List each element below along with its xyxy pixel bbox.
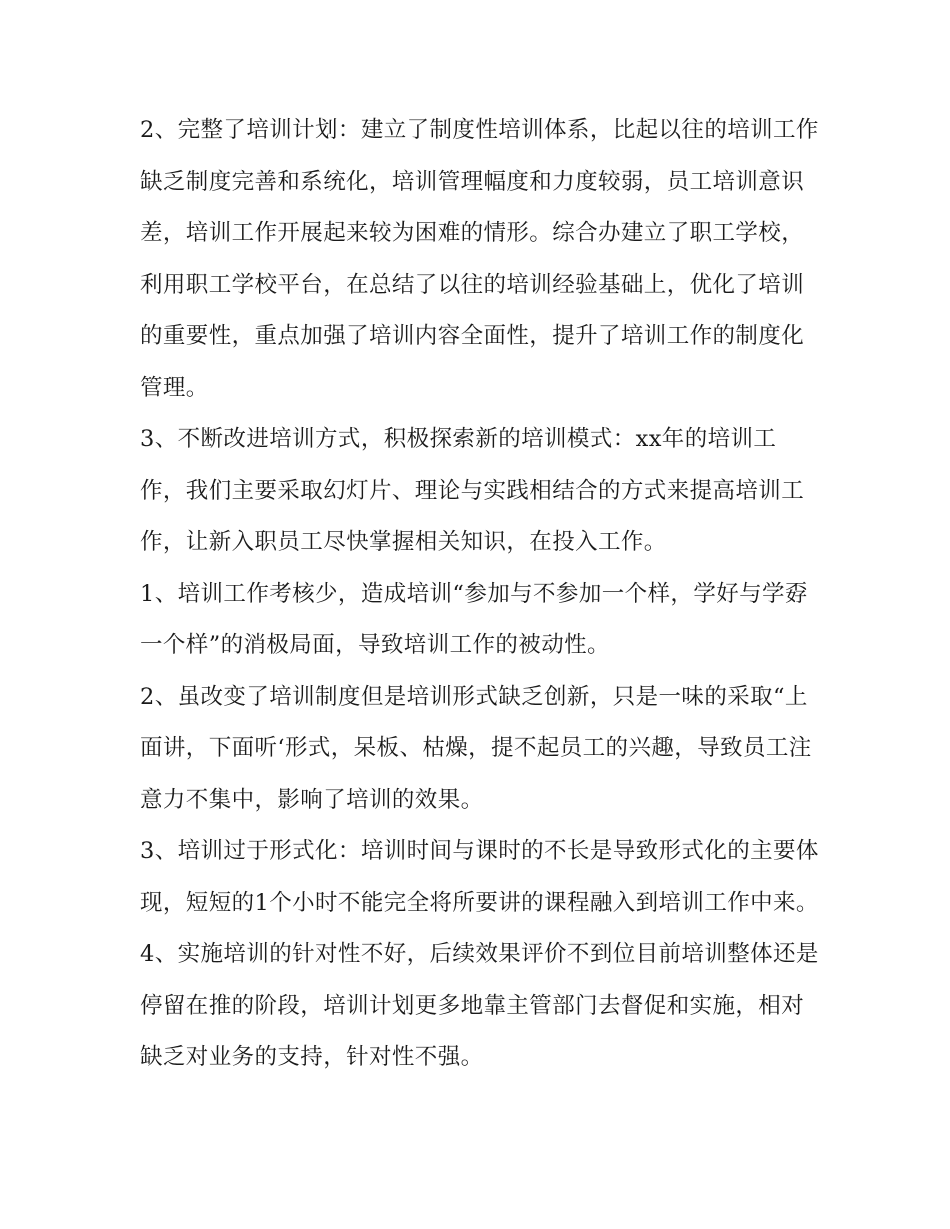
paragraph-issue-formalism: 3、培训过于形式化：培训时间与课时的不长是导致形式化的主要体现，短短的1个小时不能完全将所要讲的课程融入到培训工作中来。 <box>140 838 819 916</box>
paragraph-issue-targeting: 4、实施培训的针对性不好，后续效果评价不到位目前培训整体还是停留在推的阶段，培训计划更多地靠主管部门去督促和实施，相对缺乏对业务的支持，针对性不强。 <box>140 941 819 1070</box>
paragraph-training-method: 3、不断改进培训方式，积极探索新的培训模式：xx年的培训工作，我们主要采取幻灯片、理论与实践相结合的方式来提高培训工作，让新入职员工尽快掌握相关知识，在投入工作。 <box>140 426 805 555</box>
paragraph-issue-assessment: 1、培训工作考核少，造成培训“参加与不参加一个样，学好与学孬一个样”的消极局面，导致培训工作的被动性。 <box>140 580 808 658</box>
paragraph-issue-innovation: 2、虽改变了培训制度但是培训形式缺乏创新，只是一味的采取“上面讲，下面听‘形式，呆板、枯燥，提不起员工的兴趣，导致员工注意力不集中，影响了培训的效果。 <box>140 683 812 813</box>
document-body <box>140 105 820 1084</box>
paragraph-training-plan: 2、完整了培训计划：建立了制度性培训体系，比起以往的培训工作缺乏制度完善和系统化，培训管理幅度和力度较弱，员工培训意识差，培训工作开展起来较为困难的情形。综合办建立了职工学校，利用职工学校平台，在总结了以往的培训经验基础上，优化了培训的重要性，重点加强了培训内容全面性，提升了培训工作的制度化管理。 <box>140 117 819 401</box>
